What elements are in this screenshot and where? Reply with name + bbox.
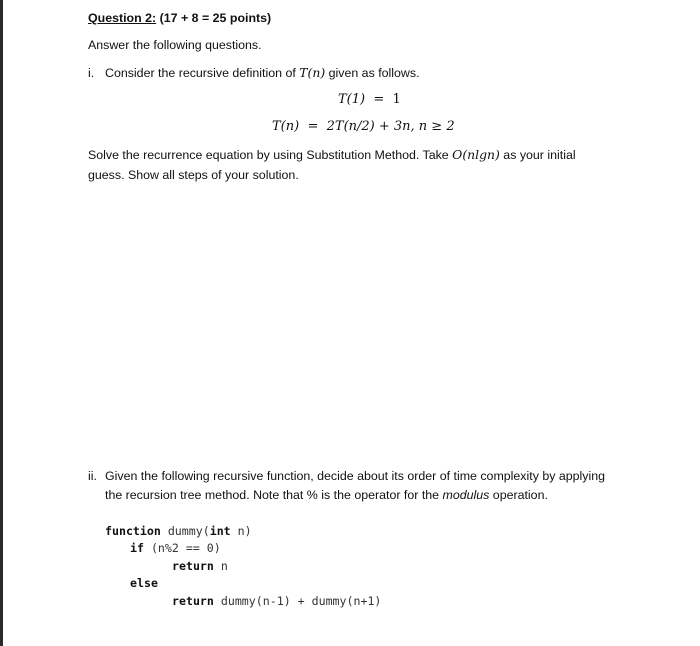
equation-recurrence bbox=[272, 119, 455, 135]
part2-line2 bbox=[105, 487, 548, 503]
part1-intro-text: Consider the recursive definition of bbox=[105, 66, 296, 80]
code-condition: (n%2 == 0) bbox=[143, 541, 221, 555]
equation-base-case bbox=[338, 92, 401, 108]
code-function-name: dummy( bbox=[160, 524, 210, 538]
instructions: Answer the following questions. bbox=[88, 38, 262, 52]
code-line-5 bbox=[172, 594, 381, 608]
eq1-lhs: T(1) bbox=[338, 92, 366, 107]
eq2-rhs: 2T(n/2) + 3n, n ≥ 2 bbox=[326, 119, 455, 134]
question-points: (17 + 8 = 25 points) bbox=[159, 11, 272, 25]
eq2-op: = bbox=[307, 119, 319, 134]
solve-text-b: as your initial bbox=[503, 148, 576, 162]
part2-line2-b: operation. bbox=[492, 488, 548, 502]
code-keyword-else: else bbox=[130, 576, 158, 590]
part1-intro-end: given as follows. bbox=[328, 66, 420, 80]
code-keyword-return: return bbox=[172, 559, 214, 573]
solve-instruction-line2: guess. Show all steps of your solution. bbox=[88, 168, 299, 182]
code-param: n) bbox=[230, 524, 252, 538]
solve-text-a: Solve the recurrence equation by using Substitution Method. Take bbox=[88, 148, 449, 162]
code-line-1 bbox=[105, 524, 252, 538]
code-keyword-return-2: return bbox=[172, 594, 214, 608]
part2-line2-a: the recursion tree method. Note that % is the operator for the bbox=[105, 488, 440, 502]
solve-big-o: O(nlgn) bbox=[452, 147, 500, 162]
question-number: Question 2: bbox=[88, 11, 157, 25]
solve-instruction-line1 bbox=[88, 147, 576, 163]
code-line-4 bbox=[130, 576, 158, 590]
code-recursive-call: dummy(n-1) + dummy(n+1) bbox=[213, 594, 382, 608]
left-edge-bar bbox=[0, 0, 3, 646]
code-line-2 bbox=[130, 541, 221, 555]
part1-number: i. bbox=[88, 66, 95, 80]
code-keyword-function: function bbox=[105, 524, 161, 538]
part1-function-name: T(n) bbox=[299, 65, 326, 80]
part2-line1: Given the following recursive function, decide about its order of time complexity by applying bbox=[105, 469, 606, 483]
code-line-3 bbox=[172, 559, 228, 573]
code-return-value: n bbox=[213, 559, 228, 573]
part1-intro bbox=[105, 65, 420, 81]
eq2-lhs: T(n) bbox=[272, 119, 300, 134]
part2-number: ii. bbox=[88, 469, 97, 483]
part2-modulus-word: modulus bbox=[442, 488, 490, 502]
code-keyword-if: if bbox=[130, 541, 144, 555]
question-title bbox=[88, 10, 271, 26]
eq1-rhs: 1 bbox=[392, 92, 401, 107]
eq1-op: = bbox=[373, 92, 385, 107]
code-keyword-int: int bbox=[209, 524, 231, 538]
